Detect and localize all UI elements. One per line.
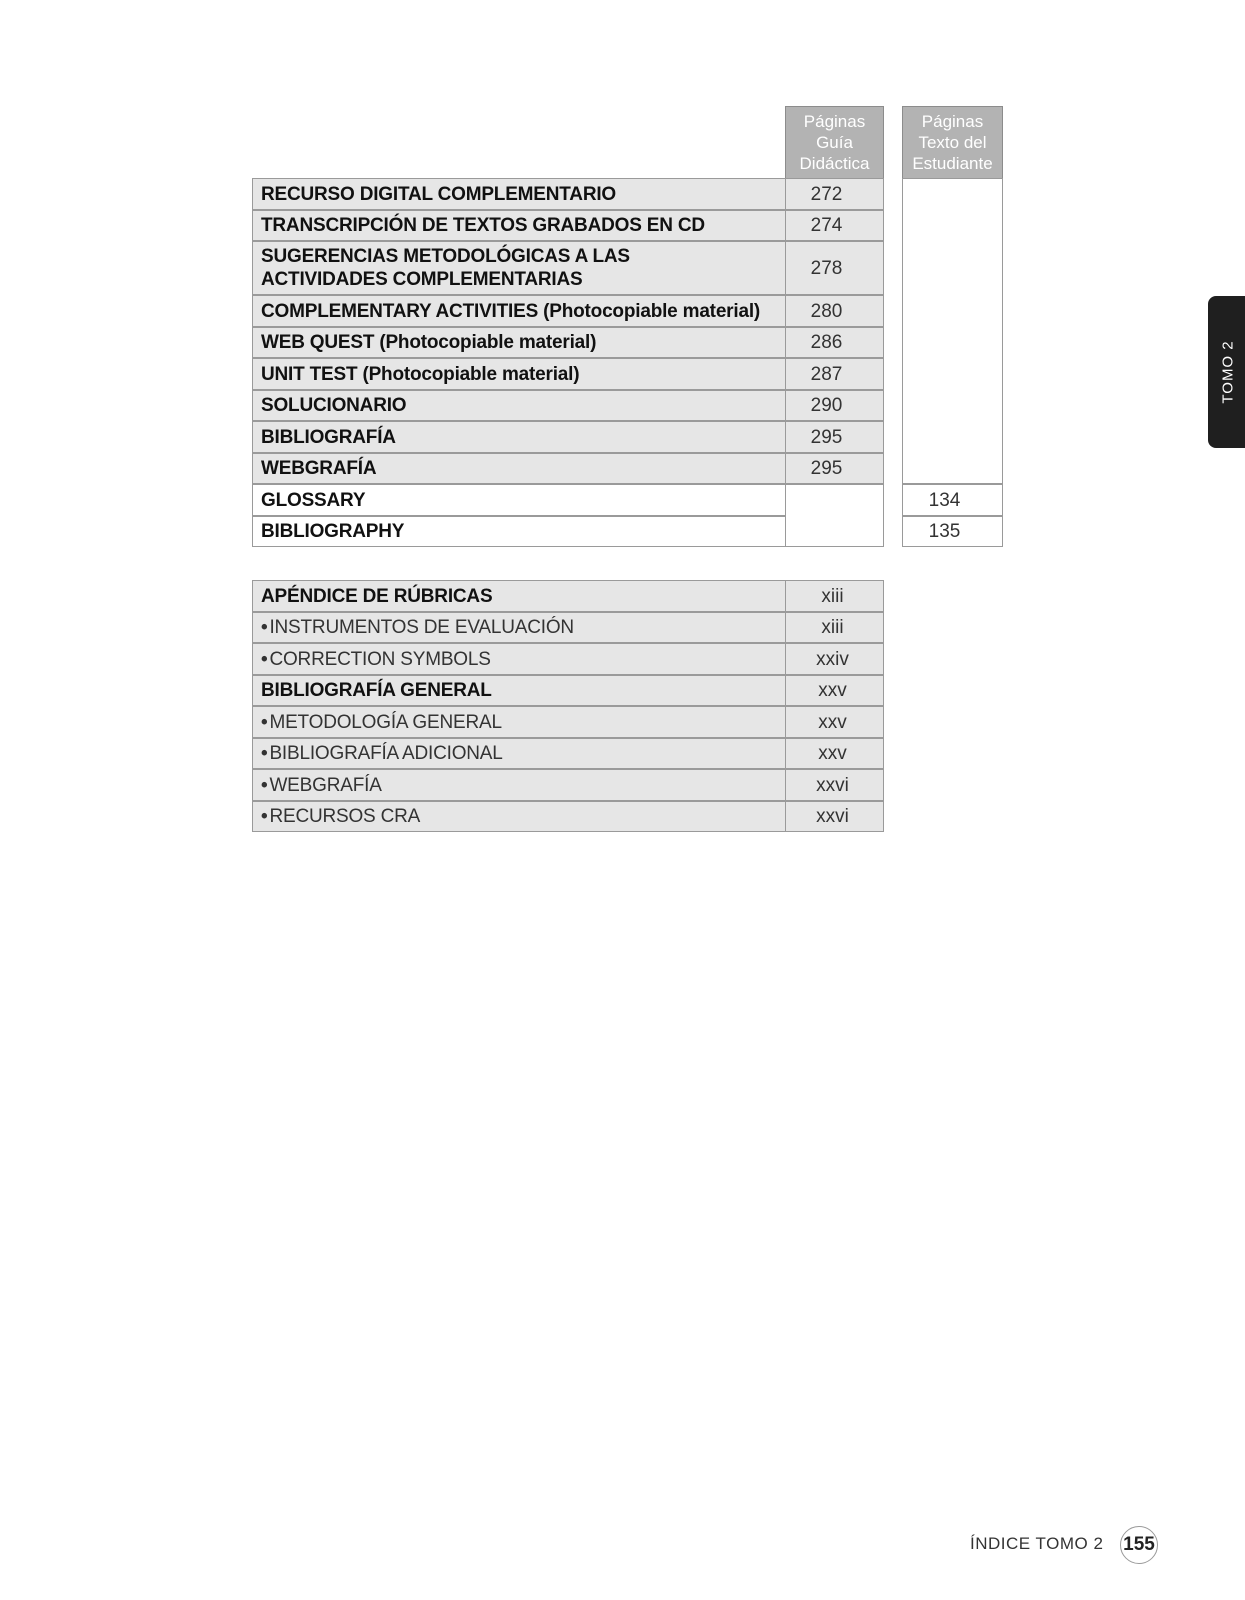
page-guia-cell xyxy=(785,358,884,390)
page-guia-value: 295 xyxy=(810,458,843,479)
bullet-icon: • xyxy=(261,711,268,733)
row-label-line: BIBLIOGRAFÍA xyxy=(261,426,396,448)
appendix-subitem xyxy=(252,769,786,801)
page-guia-value: 290 xyxy=(810,395,843,416)
appendix-section xyxy=(252,580,786,612)
appendix-subitem xyxy=(252,801,786,832)
appendix-subitem xyxy=(252,706,786,738)
row-label-line: WEB QUEST (Photocopiable material) xyxy=(261,332,597,353)
page-guia-value: 272 xyxy=(810,183,843,205)
appendix-page-value: xxvi xyxy=(816,806,849,827)
page-texto-cell xyxy=(902,516,1003,547)
table-row-label xyxy=(252,484,786,516)
page-guia-cell xyxy=(785,453,884,484)
table-row-label xyxy=(252,390,786,421)
column-header-guia-line: Didáctica xyxy=(799,154,870,173)
appendix-page-value: xxvi xyxy=(816,774,849,796)
page-guia-empty-cell xyxy=(785,484,884,547)
appendix-label: INSTRUMENTOS DE EVALUACIÓN xyxy=(269,617,574,638)
page-guia-value: 274 xyxy=(810,215,843,236)
page-guia-cell xyxy=(785,241,884,295)
appendix-page-value: xxv xyxy=(818,680,847,701)
column-header-texto-line: Páginas xyxy=(921,112,984,131)
appendix-label: RECURSOS CRA xyxy=(269,806,421,827)
table-row-label xyxy=(252,453,786,484)
appendix-subitem xyxy=(252,643,786,675)
appendix-subitem xyxy=(252,612,786,643)
appendix-page-cell xyxy=(785,738,884,769)
page-texto-cell xyxy=(902,484,1003,516)
appendix-label: BIBLIOGRAFÍA ADICIONAL xyxy=(269,743,503,764)
row-label-line: SOLUCIONARIO xyxy=(261,395,407,416)
page-number: 155 xyxy=(1120,1526,1158,1564)
page-guia-cell xyxy=(785,327,884,358)
column-header-texto-line: Texto del xyxy=(918,133,987,152)
row-label-line: UNIT TEST (Photocopiable material) xyxy=(261,363,580,385)
column-header-texto xyxy=(902,106,1003,179)
appendix-page-cell xyxy=(785,643,884,675)
side-tab xyxy=(1208,296,1245,448)
row-label-line: BIBLIOGRAPHY xyxy=(261,521,405,542)
appendix-page-value: xxiv xyxy=(816,648,849,670)
table-row-label xyxy=(252,241,786,295)
row-label-line: GLOSSARY xyxy=(261,489,366,511)
page-guia-cell xyxy=(785,421,884,453)
bullet-icon: • xyxy=(261,806,268,827)
appendix-page-value: xxv xyxy=(818,743,847,764)
page-guia-cell xyxy=(785,390,884,421)
page-guia-value: 295 xyxy=(810,426,843,448)
bullet-icon: • xyxy=(261,774,268,796)
side-tab-label: TOMO 2 xyxy=(1219,340,1237,404)
row-label-line: SUGERENCIAS METODOLÓGICAS A LAS xyxy=(261,246,630,267)
appendix-page-cell xyxy=(785,769,884,801)
bullet-icon: • xyxy=(261,743,268,764)
table-row-label xyxy=(252,516,786,547)
appendix-page-value: xxv xyxy=(818,711,847,733)
appendix-section xyxy=(252,675,786,706)
footer-label: ÍNDICE TOMO 2 xyxy=(970,1534,1104,1553)
row-label-line: TRANSCRIPCIÓN DE TEXTOS GRABADOS EN CD xyxy=(261,215,705,236)
bullet-icon: • xyxy=(261,648,268,670)
page-guia-cell xyxy=(785,210,884,241)
table-row-label xyxy=(252,421,786,453)
appendix-label: WEBGRAFÍA xyxy=(269,774,382,796)
appendix-page-cell xyxy=(785,801,884,832)
table-row-label xyxy=(252,358,786,390)
appendix-page-cell xyxy=(785,612,884,643)
page-texto-empty-cell xyxy=(902,178,1003,484)
row-label-line: COMPLEMENTARY ACTIVITIES (Photocopiable material) xyxy=(261,300,761,322)
appendix-label: CORRECTION SYMBOLS xyxy=(269,648,491,670)
table-row-label xyxy=(252,210,786,241)
table-row-label xyxy=(252,295,786,327)
appendix-label: BIBLIOGRAFÍA GENERAL xyxy=(261,680,492,701)
page-guia-value: 278 xyxy=(810,257,843,279)
appendix-subitem xyxy=(252,738,786,769)
page-guia-value: 280 xyxy=(810,300,843,322)
page-texto-value: 135 xyxy=(928,521,961,542)
appendix-page-value: xiii xyxy=(821,617,844,638)
column-header-guia xyxy=(785,106,884,179)
page-texto-value: 134 xyxy=(928,489,961,511)
appendix-page-cell xyxy=(785,706,884,738)
page-guia-value: 286 xyxy=(810,332,843,353)
appendix-label: METODOLOGÍA GENERAL xyxy=(269,711,502,733)
appendix-page-cell xyxy=(785,675,884,706)
bullet-icon: • xyxy=(261,617,268,638)
appendix-page-cell xyxy=(785,580,884,612)
column-header-guia-line: Páginas xyxy=(803,112,866,131)
page-guia-cell xyxy=(785,178,884,210)
row-label-line: ACTIVIDADES COMPLEMENTARIAS xyxy=(261,269,583,290)
table-row-label xyxy=(252,327,786,358)
appendix-page-value: xiii xyxy=(821,585,844,607)
page-guia-value: 287 xyxy=(810,363,843,385)
row-label-line: WEBGRAFÍA xyxy=(261,458,377,479)
page-guia-cell xyxy=(785,295,884,327)
row-label-line: RECURSO DIGITAL COMPLEMENTARIO xyxy=(261,183,617,205)
appendix-label: APÉNDICE DE RÚBRICAS xyxy=(261,585,493,607)
table-row-label xyxy=(252,178,786,210)
column-header-guia-line: Guía xyxy=(816,133,853,152)
column-header-texto-line: Estudiante xyxy=(912,154,993,173)
